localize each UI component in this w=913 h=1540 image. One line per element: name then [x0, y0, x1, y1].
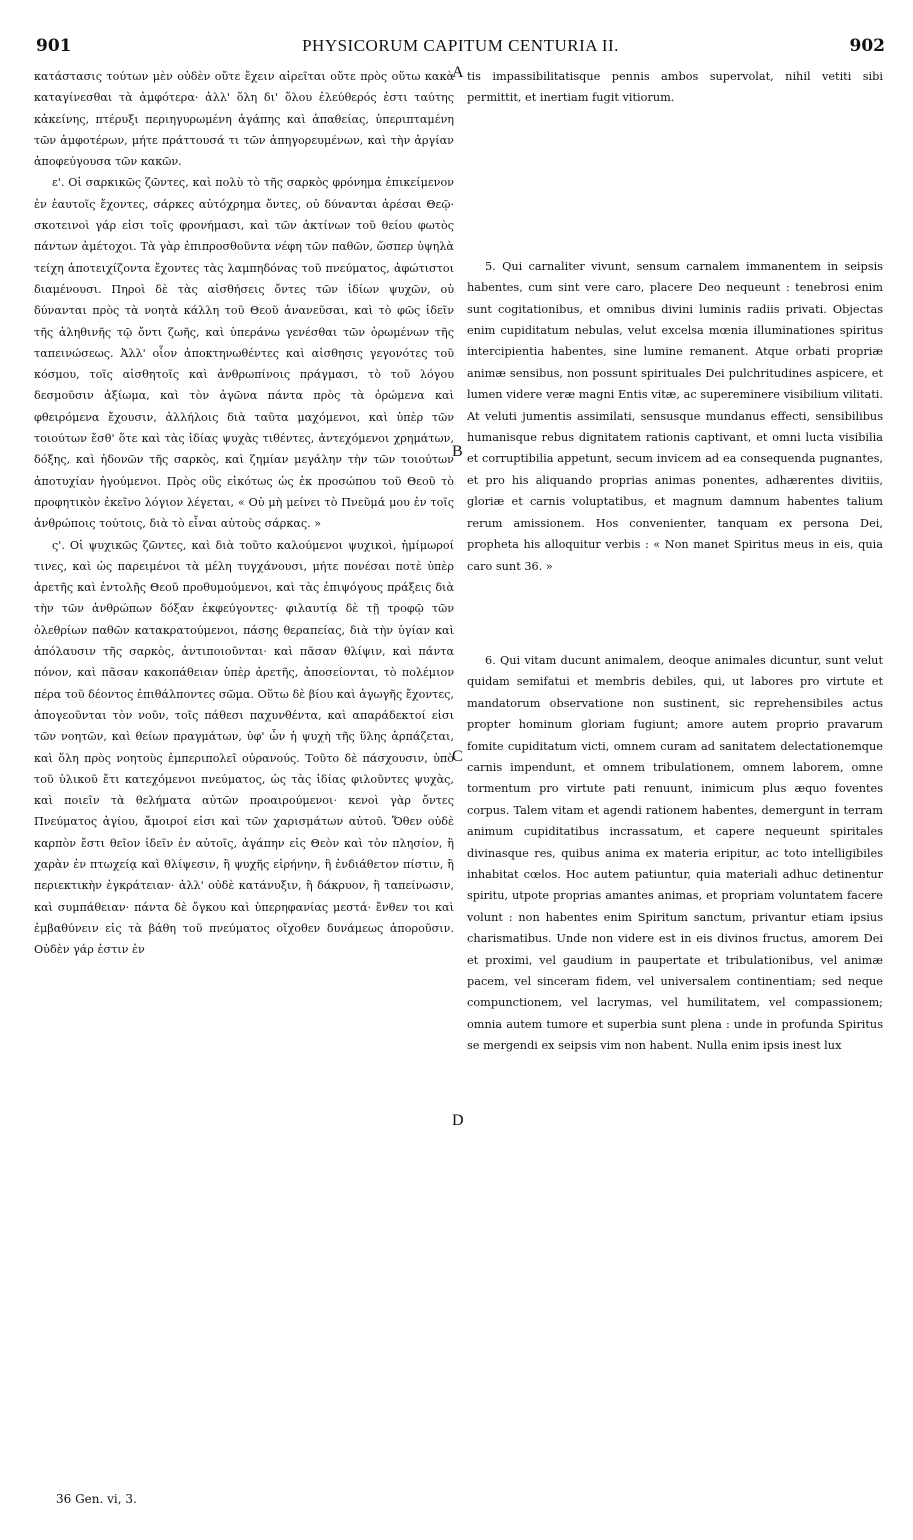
latin-paragraph-intro: tis impassibilitatisque pennis ambos supervolat, nihil vetiti sibi permittit, et inertiam fugit vitiorum.	[467, 70, 883, 105]
margin-marker-b: B	[452, 443, 463, 460]
running-title: PHYSICORUM CAPITUM CENTURIA II.	[302, 36, 619, 55]
greek-paragraph-6: ς'. Οἱ ψυχικῶς ζῶντες, καὶ διὰ τοῦτο καλούμενοι ψυχικοὶ, ἡμίμωροί τινες, καὶ ὡς παρειμένοι τὰ μέλη τυγχάνουσι, μήτε πονέσαι ποτὲ ὑπὲρ ἀρετῆς καὶ ἐντολῆς Θεοῦ προθυμούμενοι, καὶ τὰς ἐπιψόγους πράξεις διὰ τὴν τῶν ἀνθρώπων δόξαν ἐκφεύγοντες· φιλαυτίᾳ δὲ τῇ τροφῷ τῶν ὀλεθρίων παθῶν κατακρατούμενοι, πάσης θεραπείας, διὰ τὴν ὑγίαν καὶ ἀπόλαυσιν τῆς σαρκὸς, ἀντιποιοῦνται· καὶ πᾶσαν θλίψιν, καὶ πάντα πόνον, καὶ πᾶσαν κακοπάθειαν ὑπὲρ ἀρετῆς, ἀποσείονται, τὸ πολέμιον πέρα τοῦ δέοντος ἐπιθάλποντες σῶμα. Οὕτω δὲ βίου καὶ ἀγωγῆς ἔχοντες, ἀπογεοῦνται τὸν νοῦν, τοῖς πάθεσι παχυνθέντα, καὶ απαράδεκτοί εἰσι τῶν νοητῶν, καὶ θείων πραγμάτων, ὑφ' ὧν ἡ ψυχὴ τῆς ὕλης ἁρπάζεται, καὶ ὅλη πρὸς νοητοὺς ἐμπεριπολεῖ οὐρανούς. Τοῦτο δὲ πάσχουσιν, ὑπὸ τοῦ ὑλικοῦ ἔτι κατεχόμενοι πνεύματος, ὡς τὰς ἰδίας φιλοῦντες ψυχὰς, καὶ ποιεῖν τὰ θελήματα αὐτῶν προαιρούμενοι· κενοὶ γὰρ ὄντες Πνεύματος ἁγίου, ἄμοιροί εἰσι καὶ τῶν χαρισμάτων αὐτοῦ. Ὅθεν οὐδὲ καρπὸν ἔστι θεῖον ἰδεῖν ἐν αὐτοῖς, ἀγάπην εἰς Θεὸν καὶ τὸν πλησίον, ἢ χαρὰν ἐν πτωχείᾳ καὶ θλίψεσιν, ἢ ψυχῆς εἰρήνην, ἢ ἐνδιάθετον πίστιν, ἢ περιεκτικὴν ἐγκράτειαν· ἀλλ' οὐδὲ κατάνυξιν, ἢ δάκρυον, ἢ ταπείνωσιν, καὶ συμπάθειαν· πάντα δὲ ὄγκου καὶ ὑπερηφανίας μεστά· ἔνθεν τοι καὶ ἐμβαθύνειν εἰς τὰ βάθη τοῦ πνεύματος οἴχοθεν δυνάμεως ἀποροῦσιν. Οὐδὲν γάρ ἐστιν ἐν	[34, 538, 454, 957]
margin-marker-d: D	[452, 1112, 464, 1129]
greek-paragraph-5: ε'. Οἱ σαρκικῶς ζῶντες, καὶ πολὺ τὸ τῆς σαρκὸς φρόνημα ἐπικείμενον ἐν ἑαυτοῖς ἔχοντες, σάρκες αὐτόχρημα ὄντες, οὐ δύνανται ἀρέσαι Θεῷ· σκοτεινοὶ γάρ εἰσι τοῖς φρονήμασι, καὶ τῶν ἀκτίνων τοῦ θείου φωτὸς πάντων ἀμέτοχοι. Τὰ γὰρ ἐπιπροσθοῦντα νέφη τῶν παθῶν, ὥσπερ ὑψηλὰ τείχη ἀποτειχίζοντα ἔχοντες τὰς λαμπηδόνας τοῦ πνεύματος, ἀφώτιστοι διαμένουσι. Πηροὶ δὲ τὰς αἰσθήσεις ὄντες τῶν ἰδίων ψυχῶν, οὐ δύνανται πρὸς τὰ νοητὰ κάλλη τοῦ Θεοῦ ἀνανεῦσαι, καὶ τὸ φῶς ἰδεῖν τῆς ἀληθινῆς τῷ ὄντι ζωῆς, καὶ ὑπεράνω γενέσθαι τῶν ὁρωμένων τῆς ταπεινώσεως. Ἀλλ' οἷον ἀποκτηνωθέντες καὶ αἰσθησις γεγονότες τοῦ κόσμου, τοῖς αἰσθητοῖς καὶ ἀνθρωπίνοις πράγμασι, τὸ τοῦ λόγου δεσμοῦσιν ἀξίωμα, καὶ τὸν ἀγῶνα πάντα πρὸς τὰ ὁρώμενα καὶ φθειρόμενα ἔχουσιν, ἀλλήλοις διὰ ταῦτα μαχόμενοι, καὶ ὑπὲρ τῶν τοιούτων ἔσθ' ὅτε καὶ τὰς ἰδίας ψυχὰς τιθέντες, ἀντεχόμενοι χρημάτων, δόξης, καὶ ἡδονῶν τῆς σαρκὸς, καὶ ζημίαν μεγάλην τὴν τῶν τοιούτων ἀποτυχίαν ἡγούμενοι. Πρὸς οὓς εἰκότως ὡς ἐκ προσώπου τοῦ Θεοῦ τὸ προφητικὸν ἐκεῖνο λόγιον λέγεται, « Οὐ μὴ μείνει τὸ Πνεῦμά μου ἐν τοῖς ἀνθρώποις τούτοις, διὰ τὸ εἶναι αὐτοὺς σάρκας. »	[34, 176, 454, 531]
latin-column	[467, 66, 883, 1057]
latin-paragraph-5: 5. Qui carnaliter vivunt, sensum carnalem immanentem in seipsis habentes, cum sint vere caro, placere Deo nequeunt : tenebrosi enim sunt cogitationibus, et omnibus divini luminis radiis privati. Objectas enim cupiditatum nebulas, velut excelsa mœnia illuminationes spiritus intercipientia habentes, sine lumine remanent. Atque orbati propriæ animæ sensibus, non possunt spirituales Dei pulchritudines aspicere, et lumen videre veræ magni Entis vitæ, ac supereminere visibilium vilitati. At veluti jumentis assimilati, sensusque mundanus effecti, sensibilibus humanisque rebus dignitatem rationis captivant, et omni lucta visibilia et corruptibilia appetunt, secum invicem ad ea consequenda pugnantes, et pro his aliquando proprias animas ponentes, adhærentes divitiis, gloriæ et carnis voluptatibus, et magnum damnum habentes talium rerum amissionem. Hos convenienter, tanquam ex persona Dei, propheta his alloquitur verbis : « Non manet Spiritus meus in eis, quia caro sunt 36. »	[467, 259, 883, 573]
margin-marker-a: A	[452, 64, 464, 81]
greek-column	[34, 66, 454, 960]
page-number-left: 901	[36, 36, 72, 56]
spacer	[467, 577, 883, 650]
running-header	[36, 36, 885, 62]
latin-paragraph-6: 6. Qui vitam ducunt animalem, deoque animales dicuntur, sunt velut quidam semifatui et membris debiles, qui, ut labores pro virtute et mandatorum observatione non sustinent, sic reprehensibiles actus propter hominum gloriam fugiunt; amore autem proprio pravarum fomite cupiditatum victi, omnem curam ad sanitatem delectationemque carnis impendunt, et omnem tribulationem, omnem laborem, omne tormentum pro virtute pati renuunt, inimicum plus æquo foventes corpus. Talem vitam et agendi rationem habentes, demergunt in terram animum cupiditatibus incrassatum, et capere nequeunt spiritales divinasque res, quibus anima ex materia eripitur, ac toto intelligibiles inhabitat cœlos. Hoc autem patiuntur, quia materiali adhuc detinentur spiritu, utpote proprias amantes animas, et propriam voluntatem facere volunt : non habentes enim Spiritum sanctum, privantur etiam ipsius charismatibus. Unde non videre est in eis divinos fructus, amorem Dei et proximi, vel gaudium in paupertate et tribulationibus, vel animæ pacem, vel sinceram fidem, vel universalem continentiam; sed neque compunctionem, vel lacrymas, vel humilitatem, vel compassionem; omnia autem tumore et superbia sunt plena : unde in profunda Spiritus se mergendi ex seipsis vim non habent. Nulla enim ipsis inest lux	[467, 653, 883, 1053]
footnote: 36 Gen. vi, 3.	[56, 1492, 137, 1506]
spacer	[467, 109, 883, 256]
page-number-right: 902	[849, 36, 885, 56]
margin-marker-c: C	[452, 748, 463, 765]
greek-paragraph-intro: κατάστασις τούτων μὲν οὐδὲν οὔτε ἔχειν αἱρεῖται οὔτε πρὸς οὕτω κακὰ καταγίνεσθαι τὰ ἀμφότερα· ἀλλ' ὅλη δι' ὅλου ἐλεύθερός ἐστι ταύτης κἀκείνης, πτέρυξι περιηγυρωμένη ἀγάπης καὶ ἀπαθείας, ὑπεριπταμένη τῶν ἀμφοτέρων, μήτε πράττουσά τι τῶν ἀπηγορευμένων, καὶ τὴν ἀργίαν ἀποφεύγουσα τῶν κακῶν.	[34, 70, 454, 169]
